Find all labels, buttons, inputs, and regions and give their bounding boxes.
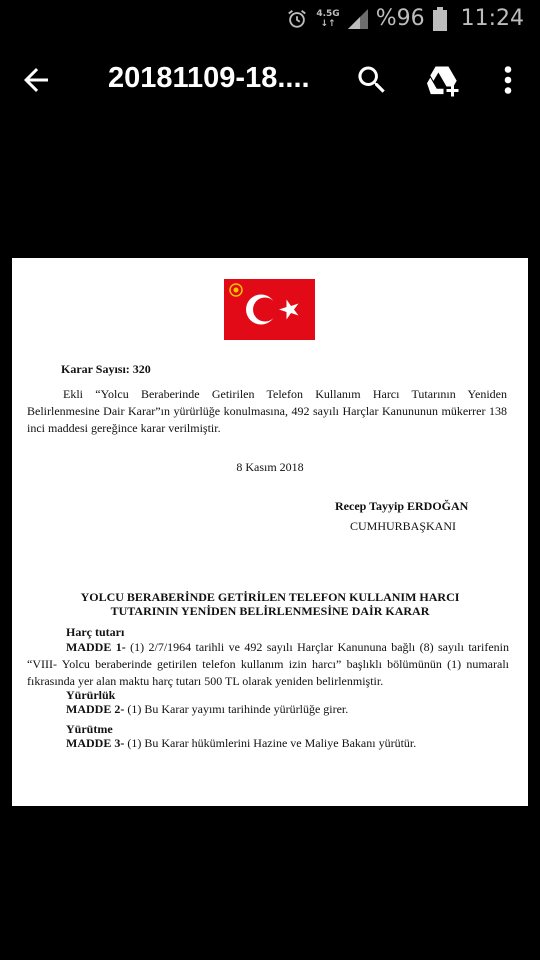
signal-icon — [348, 9, 368, 29]
article-2-label: MADDE 2- — [66, 702, 125, 716]
more-options-icon[interactable] — [490, 62, 526, 98]
article-1-text: (1) 2/7/1964 tarihli ve 492 sayılı Harçlar Kanununa bağlı (8) sayılı tarifenin “VIII- Yolcu beraberinde getirilen telefon kullanım izin harcı” başlıklı bölümünün (1) numaralı fıkrasında yer alan maktu harç tutarı 500 TL olarak yeniden belirlenmiştir. — [27, 640, 509, 688]
signatory-title: CUMHURBAŞKANI — [350, 519, 457, 533]
add-to-drive-icon[interactable] — [424, 62, 460, 98]
decree-heading-line-2: TUTARININ YENİDEN BELİRLENMESİNE DAİR KARAR — [110, 604, 430, 618]
article-3 — [66, 735, 416, 752]
status-bar — [0, 0, 540, 38]
section-title-fee-amount: Harç tutarı — [66, 625, 125, 639]
document-title: 20181109-18.... — [108, 62, 310, 94]
decree-heading-line-1: YOLCU BERABERİNDE GETİRİLEN TELEFON KULLANIM HARCI — [80, 590, 460, 604]
section-title-execution: Yürütme — [66, 722, 113, 736]
pdf-page — [12, 258, 528, 806]
alarm-icon — [286, 8, 308, 30]
article-2 — [66, 701, 348, 718]
network-type: 4.5G ↓↑ — [316, 8, 340, 29]
search-icon[interactable] — [354, 62, 390, 98]
section-title-effect: Yürürlük — [66, 688, 116, 702]
intro-paragraph: Ekli “Yolcu Beraberinde Getirilen Telefon Kullanım Harcı Tutarının Yeniden Belirlenmesine Dair Karar”ın yürürlüğe konulmasına, 492 sayılı Harçlar Kanununun mükerrer 138 inci maddesi gereğince karar verilmiştir. — [27, 387, 507, 435]
clock: 11:24 — [460, 6, 524, 31]
turkish-flag-image — [224, 279, 315, 340]
signatory-name: Recep Tayyip ERDOĞAN — [335, 499, 469, 513]
article-1-label: MADDE 1- — [66, 640, 126, 654]
article-3-label: MADDE 3- — [66, 736, 125, 750]
article-3-text: (1) Bu Karar hükümlerini Hazine ve Maliye Bakanı yürütür. — [124, 736, 417, 750]
article-2-text: (1) Bu Karar yayımı tarihinde yürürlüğe girer. — [124, 702, 349, 716]
battery-icon — [433, 7, 447, 31]
decision-number: Karar Sayısı: 320 — [61, 362, 151, 376]
battery-percent: %96 — [375, 6, 425, 31]
decision-date: 8 Kasım 2018 — [236, 460, 304, 474]
back-arrow-icon[interactable] — [18, 62, 54, 98]
article-1 — [27, 639, 509, 690]
data-arrows-icon: ↓↑ — [320, 18, 336, 29]
app-bar — [0, 48, 540, 112]
